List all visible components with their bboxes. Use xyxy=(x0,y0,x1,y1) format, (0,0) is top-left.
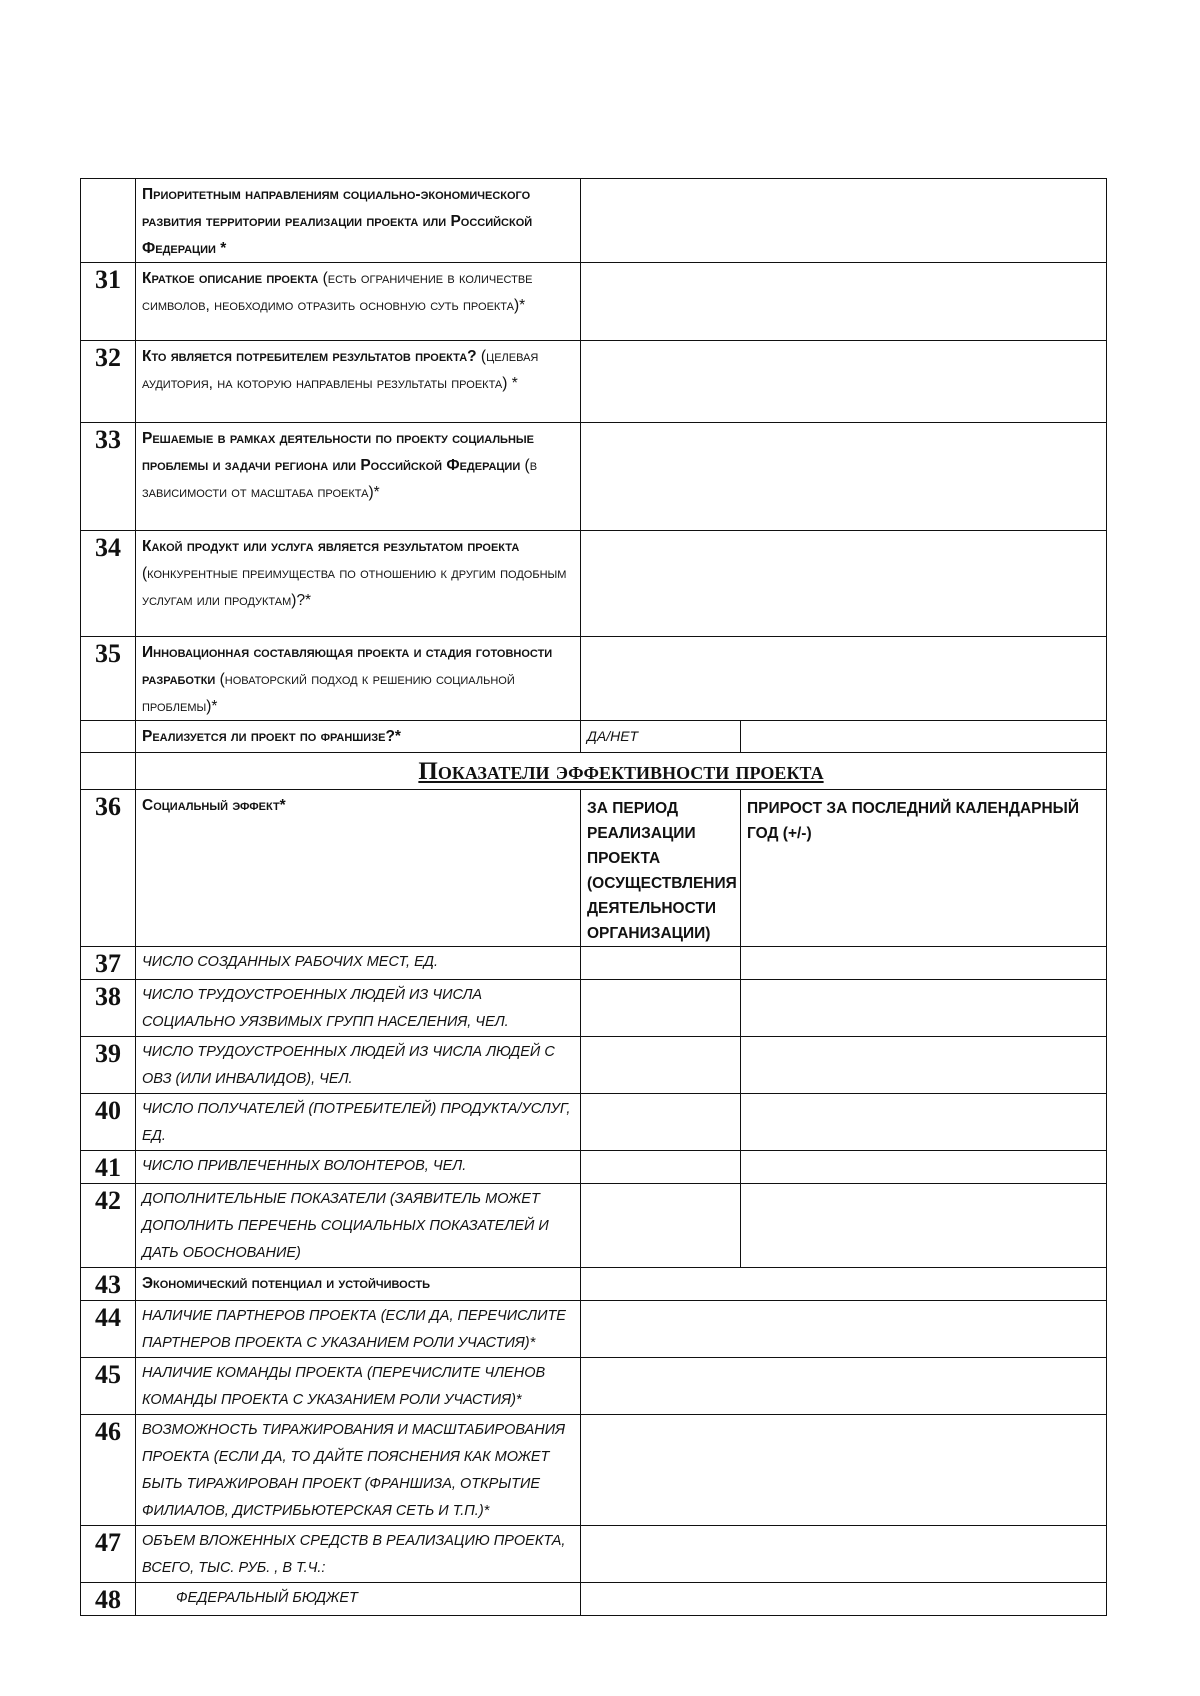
answer-cell[interactable] xyxy=(581,1301,1107,1358)
row-label: НАЛИЧИЕ КОМАНДЫ ПРОЕКТА (ПЕРЕЧИСЛИТЕ ЧЛЕНОВ КОМАНДЫ ПРОЕКТА С УКАЗАНИЕМ РОЛИ УЧАСТИЯ)* xyxy=(136,1358,581,1415)
answer-cell[interactable] xyxy=(581,531,1107,637)
row-number: 40 xyxy=(81,1094,136,1151)
franchise-row xyxy=(81,721,1107,753)
growth-value-cell[interactable] xyxy=(741,980,1107,1037)
metric-row xyxy=(81,980,1107,1037)
label-normal: (в зависимости от масштаба проекта)* xyxy=(142,457,538,501)
answer-cell[interactable] xyxy=(581,1358,1107,1415)
row-number: 39 xyxy=(81,1037,136,1094)
metric-label: ЧИСЛО ПОЛУЧАТЕЛЕЙ (ПОТРЕБИТЕЛЕЙ) ПРОДУКТА/УСЛУГ, ЕД. xyxy=(136,1094,581,1151)
label-bold: Кто является потребителем результатов проекта? xyxy=(142,348,477,365)
form-row xyxy=(81,1583,1107,1616)
section-row xyxy=(81,753,1107,790)
form-row xyxy=(81,1358,1107,1415)
metric-row xyxy=(81,1094,1107,1151)
metric-label: ЧИСЛО СОЗДАННЫХ РАБОЧИХ МЕСТ, ЕД. xyxy=(136,947,581,980)
metric-row xyxy=(81,1151,1107,1184)
answer-cell[interactable] xyxy=(581,423,1107,531)
period-value-cell[interactable] xyxy=(581,947,741,980)
row-number xyxy=(81,179,136,263)
row-number: 33 xyxy=(81,423,136,531)
growth-value-cell[interactable] xyxy=(741,1151,1107,1184)
label-bold: Инновационная составляющая проекта и стадия готовности разработки xyxy=(142,644,553,688)
form-row xyxy=(81,341,1107,423)
metric-label: ЧИСЛО ПРИВЛЕЧЕННЫХ ВОЛОНТЕРОВ, ЧЕЛ. xyxy=(136,1151,581,1184)
row-number: 45 xyxy=(81,1358,136,1415)
period-value-cell[interactable] xyxy=(581,1037,741,1094)
growth-value-cell[interactable] xyxy=(741,1184,1107,1268)
label-bold: Приоритетным направлениям социально-экономического развития территории реализации проекта или Российской Федерации * xyxy=(142,186,533,257)
row-number-empty xyxy=(81,753,136,790)
row-number: 31 xyxy=(81,263,136,341)
metric-label: ДОПОЛНИТЕЛЬНЫЕ ПОКАЗАТЕЛИ (ЗАЯВИТЕЛЬ МОЖЕТ ДОПОЛНИТЬ ПЕРЕЧЕНЬ СОЦИАЛЬНЫХ ПОКАЗАТЕЛЕЙ И ДАТЬ ОБОСНОВАНИЕ) xyxy=(136,1184,581,1268)
econ-row xyxy=(81,1268,1107,1301)
franchise-answer-options[interactable]: ДА/НЕТ xyxy=(581,721,741,753)
metrics-header-row xyxy=(81,790,1107,947)
row-number: 32 xyxy=(81,341,136,423)
row-label: ОБЪЕМ ВЛОЖЕННЫХ СРЕДСТВ В РЕАЛИЗАЦИЮ ПРОЕКТА, ВСЕГО, ТЫС. РУБ. , В Т.Ч.: xyxy=(136,1526,581,1583)
row-label xyxy=(136,423,581,531)
period-value-cell[interactable] xyxy=(581,980,741,1037)
metric-label: ЧИСЛО ТРУДОУСТРОЕННЫХ ЛЮДЕЙ ИЗ ЧИСЛА ЛЮДЕЙ С ОВЗ (ИЛИ ИНВАЛИДОВ), ЧЕЛ. xyxy=(136,1037,581,1094)
answer-cell[interactable] xyxy=(581,179,1107,263)
econ-label: Экономический потенциал и устойчивость xyxy=(136,1268,581,1301)
growth-value-cell[interactable] xyxy=(741,947,1107,980)
row-number-empty xyxy=(81,721,136,753)
answer-cell[interactable] xyxy=(741,721,1107,753)
application-form-table xyxy=(80,178,1107,1616)
row-label xyxy=(136,637,581,721)
period-value-cell[interactable] xyxy=(581,1184,741,1268)
metric-label: ЧИСЛО ТРУДОУСТРОЕННЫХ ЛЮДЕЙ ИЗ ЧИСЛА СОЦИАЛЬНО УЯЗВИМЫХ ГРУПП НАСЕЛЕНИЯ, ЧЕЛ. xyxy=(136,980,581,1037)
column-header-growth: ПРИРОСТ ЗА ПОСЛЕДНИЙ КАЛЕНДАРНЫЙ ГОД (+/-) xyxy=(741,790,1107,947)
label-bold: Краткое описание проекта xyxy=(142,270,319,287)
row-number: 37 xyxy=(81,947,136,980)
row-label: НАЛИЧИЕ ПАРТНЕРОВ ПРОЕКТА (ЕСЛИ ДА, ПЕРЕЧИСЛИТЕ ПАРТНЕРОВ ПРОЕКТА С УКАЗАНИЕМ РОЛИ УЧАСТИЯ)* xyxy=(136,1301,581,1358)
form-row xyxy=(81,179,1107,263)
row-number: 36 xyxy=(81,790,136,947)
form-row xyxy=(81,1415,1107,1526)
label-normal: (конкурентные преимущества по отношению к другим подобным услугам или продуктам)?* xyxy=(142,565,567,609)
form-row xyxy=(81,1301,1107,1358)
growth-value-cell[interactable] xyxy=(741,1094,1107,1151)
column-header-period: ЗА ПЕРИОД РЕАЛИЗАЦИИ ПРОЕКТА (ОСУЩЕСТВЛЕНИЯ ДЕЯТЕЛЬНОСТИ ОРГАНИЗАЦИИ) xyxy=(581,790,741,947)
row-label xyxy=(136,263,581,341)
answer-cell[interactable] xyxy=(581,1268,1107,1301)
metric-row xyxy=(81,947,1107,980)
row-number: 38 xyxy=(81,980,136,1037)
period-value-cell[interactable] xyxy=(581,1094,741,1151)
form-row xyxy=(81,1526,1107,1583)
row-number: 42 xyxy=(81,1184,136,1268)
section-title: Показатели эффективности проекта xyxy=(136,753,1107,790)
label-bold: Решаемые в рамках деятельности по проекту социальные проблемы и задачи региона или Российской Федерации xyxy=(142,430,535,474)
label-normal: (целевая аудитория, на которую направлены результаты проекта) * xyxy=(142,348,539,392)
answer-cell[interactable] xyxy=(581,263,1107,341)
row-label xyxy=(136,341,581,423)
row-number: 43 xyxy=(81,1268,136,1301)
row-number: 41 xyxy=(81,1151,136,1184)
form-row xyxy=(81,263,1107,341)
answer-cell[interactable] xyxy=(581,341,1107,423)
metric-row xyxy=(81,1037,1107,1094)
label-normal: (есть ограничение в количестве символов, необходимо отразить основную суть проекта)* xyxy=(142,270,533,314)
growth-value-cell[interactable] xyxy=(741,1037,1107,1094)
answer-cell[interactable] xyxy=(581,637,1107,721)
label-normal: (новаторский подход к решению социальной проблемы)* xyxy=(142,671,515,715)
form-row xyxy=(81,531,1107,637)
row-number: 35 xyxy=(81,637,136,721)
row-label xyxy=(136,179,581,263)
metric-row xyxy=(81,1184,1107,1268)
row-label xyxy=(136,531,581,637)
row-label: ВОЗМОЖНОСТЬ ТИРАЖИРОВАНИЯ И МАСШТАБИРОВАНИЯ ПРОЕКТА (ЕСЛИ ДА, ТО ДАЙТЕ ПОЯСНЕНИЯ КАК МОЖЕТ БЫТЬ ТИРАЖИРОВАН ПРОЕКТ (ФРАНШИЗА, ОТКРЫТИЕ ФИЛИАЛОВ, ДИСТРИБЬЮТЕРСКАЯ СЕТЬ И Т.П.)* xyxy=(136,1415,581,1526)
row-label: ФЕДЕРАЛЬНЫЙ БЮДЖЕТ xyxy=(136,1583,581,1616)
franchise-question: Реализуется ли проект по франшизе?* xyxy=(136,721,581,753)
row-number: 47 xyxy=(81,1526,136,1583)
row-number: 44 xyxy=(81,1301,136,1358)
row-number: 34 xyxy=(81,531,136,637)
label-bold: Какой продукт или услуга является результатом проекта xyxy=(142,538,520,555)
row-number: 48 xyxy=(81,1583,136,1616)
social-effect-label: Социальный эффект* xyxy=(136,790,581,947)
row-number: 46 xyxy=(81,1415,136,1526)
answer-cell[interactable] xyxy=(581,1526,1107,1583)
answer-cell[interactable] xyxy=(581,1583,1107,1616)
form-row xyxy=(81,637,1107,721)
answer-cell[interactable] xyxy=(581,1415,1107,1526)
period-value-cell[interactable] xyxy=(581,1151,741,1184)
form-row xyxy=(81,423,1107,531)
